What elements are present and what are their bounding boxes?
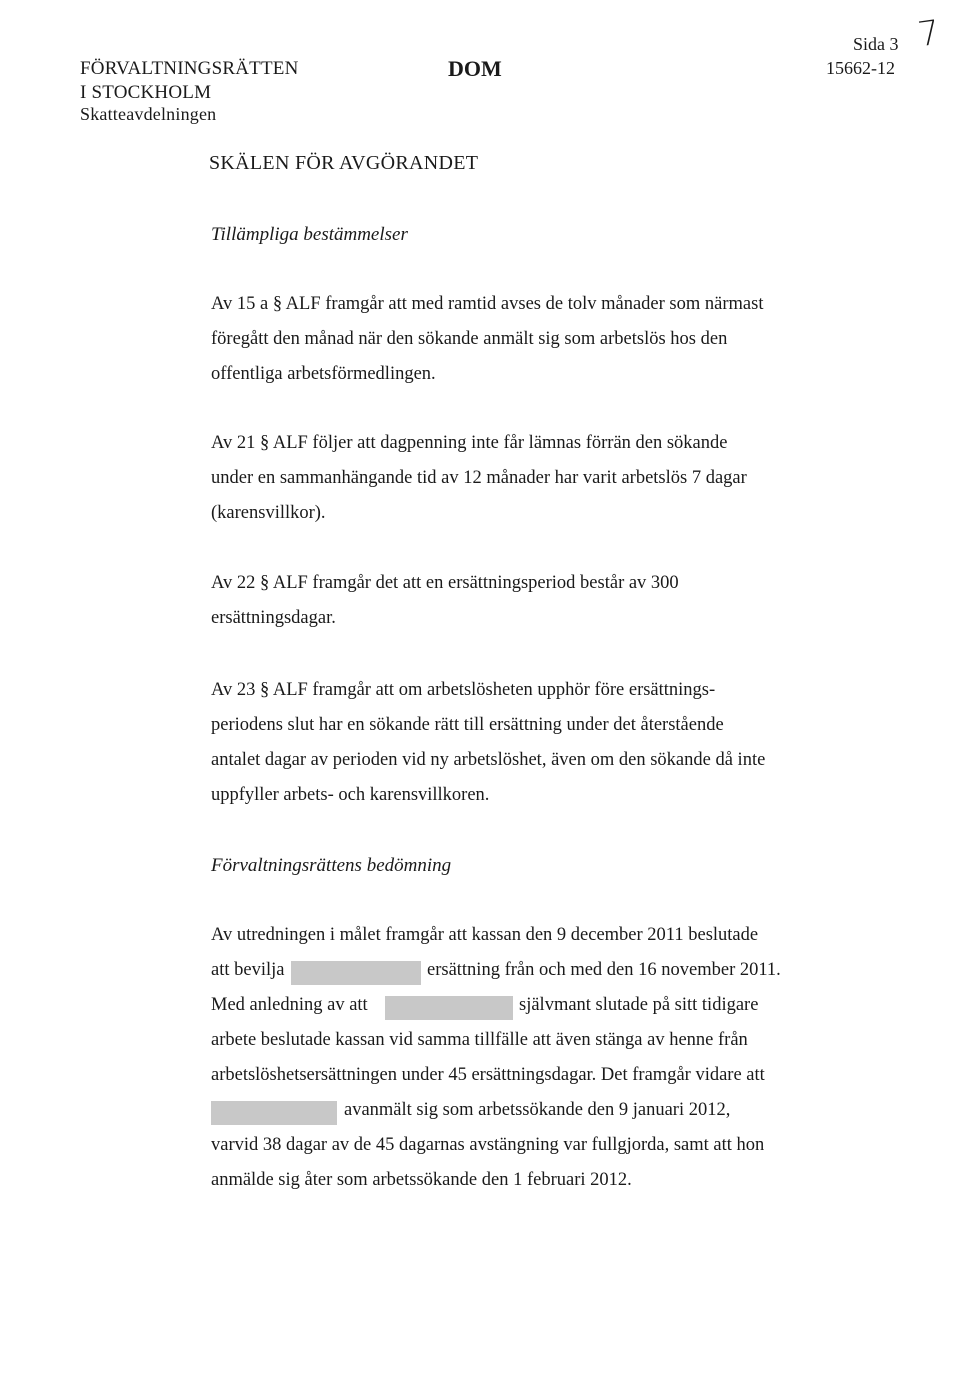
applicable-provisions-heading: Tillämpliga bestämmelser [211, 224, 408, 245]
assessment-heading: Förvaltningsrättens bedömning [211, 855, 452, 876]
paragraph-line: att bevilja [211, 960, 285, 980]
paragraph-line: ersättningsdagar. [211, 608, 336, 628]
section-title: SKÄLEN FÖR AVGÖRANDET [209, 152, 479, 174]
paragraph-line: Av 15 a § ALF framgår att med ramtid avses de tolv månader som närmast [211, 294, 764, 314]
paragraph-line: avanmält sig som arbetssökande den 9 januari 2012, [344, 1100, 731, 1120]
paragraph-line: Av utredningen i målet framgår att kassan den 9 december 2011 beslutade [211, 925, 759, 945]
paragraph-line: självmant slutade på sitt tidigare [519, 995, 759, 1015]
paragraph-line: periodens slut har en sökande rätt till ersättning under det återstående [211, 715, 724, 735]
case-number: 15662-12 [826, 58, 895, 78]
paragraph-line: Av 22 § ALF framgår det att en ersättningsperiod består av 300 [211, 573, 679, 593]
redacted-name [291, 961, 421, 985]
paragraph-line: Med anledning av att [211, 995, 368, 1015]
page-number: Sida 3 [853, 34, 899, 54]
paragraph-line: anmälde sig åter som arbetssökande den 1 februari 2012. [211, 1170, 632, 1190]
paragraph-line: Av 23 § ALF framgår att om arbetslösheten upphör före ersättnings- [211, 680, 716, 700]
paragraph-line: föregått den månad när den sökande anmält sig som arbetslös hos den [211, 329, 728, 349]
paragraph-line: arbetslöshetsersättningen under 45 ersättningsdagar. Det framgår vidare att [211, 1065, 765, 1085]
paragraph-line: antalet dagar av perioden vid ny arbetslöshet, även om den sökande då inte [211, 750, 766, 770]
court-name: FÖRVALTNINGSRÄTTEN [80, 58, 299, 79]
paragraph-line: (karensvillkor). [211, 503, 326, 523]
handwritten-page-mark: 7 [915, 12, 943, 56]
paragraph-line: varvid 38 dagar av de 45 dagarnas avstängning var fullgjorda, samt att hon [211, 1135, 765, 1155]
paragraph-line: Av 21 § ALF följer att dagpenning inte får lämnas förrän den sökande [211, 433, 728, 453]
redacted-name [211, 1101, 337, 1125]
paragraph-line: uppfyller arbets- och karensvillkoren. [211, 785, 490, 805]
document-type: DOM [448, 56, 502, 81]
paragraph-line: offentliga arbetsförmedlingen. [211, 364, 436, 384]
paragraph-line: arbete beslutade kassan vid samma tillfälle att även stänga av henne från [211, 1030, 748, 1050]
redacted-name [385, 996, 513, 1020]
court-department: Skatteavdelningen [80, 104, 217, 124]
court-location: I STOCKHOLM [80, 82, 212, 103]
paragraph-line: ersättning från och med den 16 november 2011. [427, 960, 781, 980]
paragraph-line: under en sammanhängande tid av 12 månader har varit arbetslös 7 dagar [211, 468, 747, 488]
